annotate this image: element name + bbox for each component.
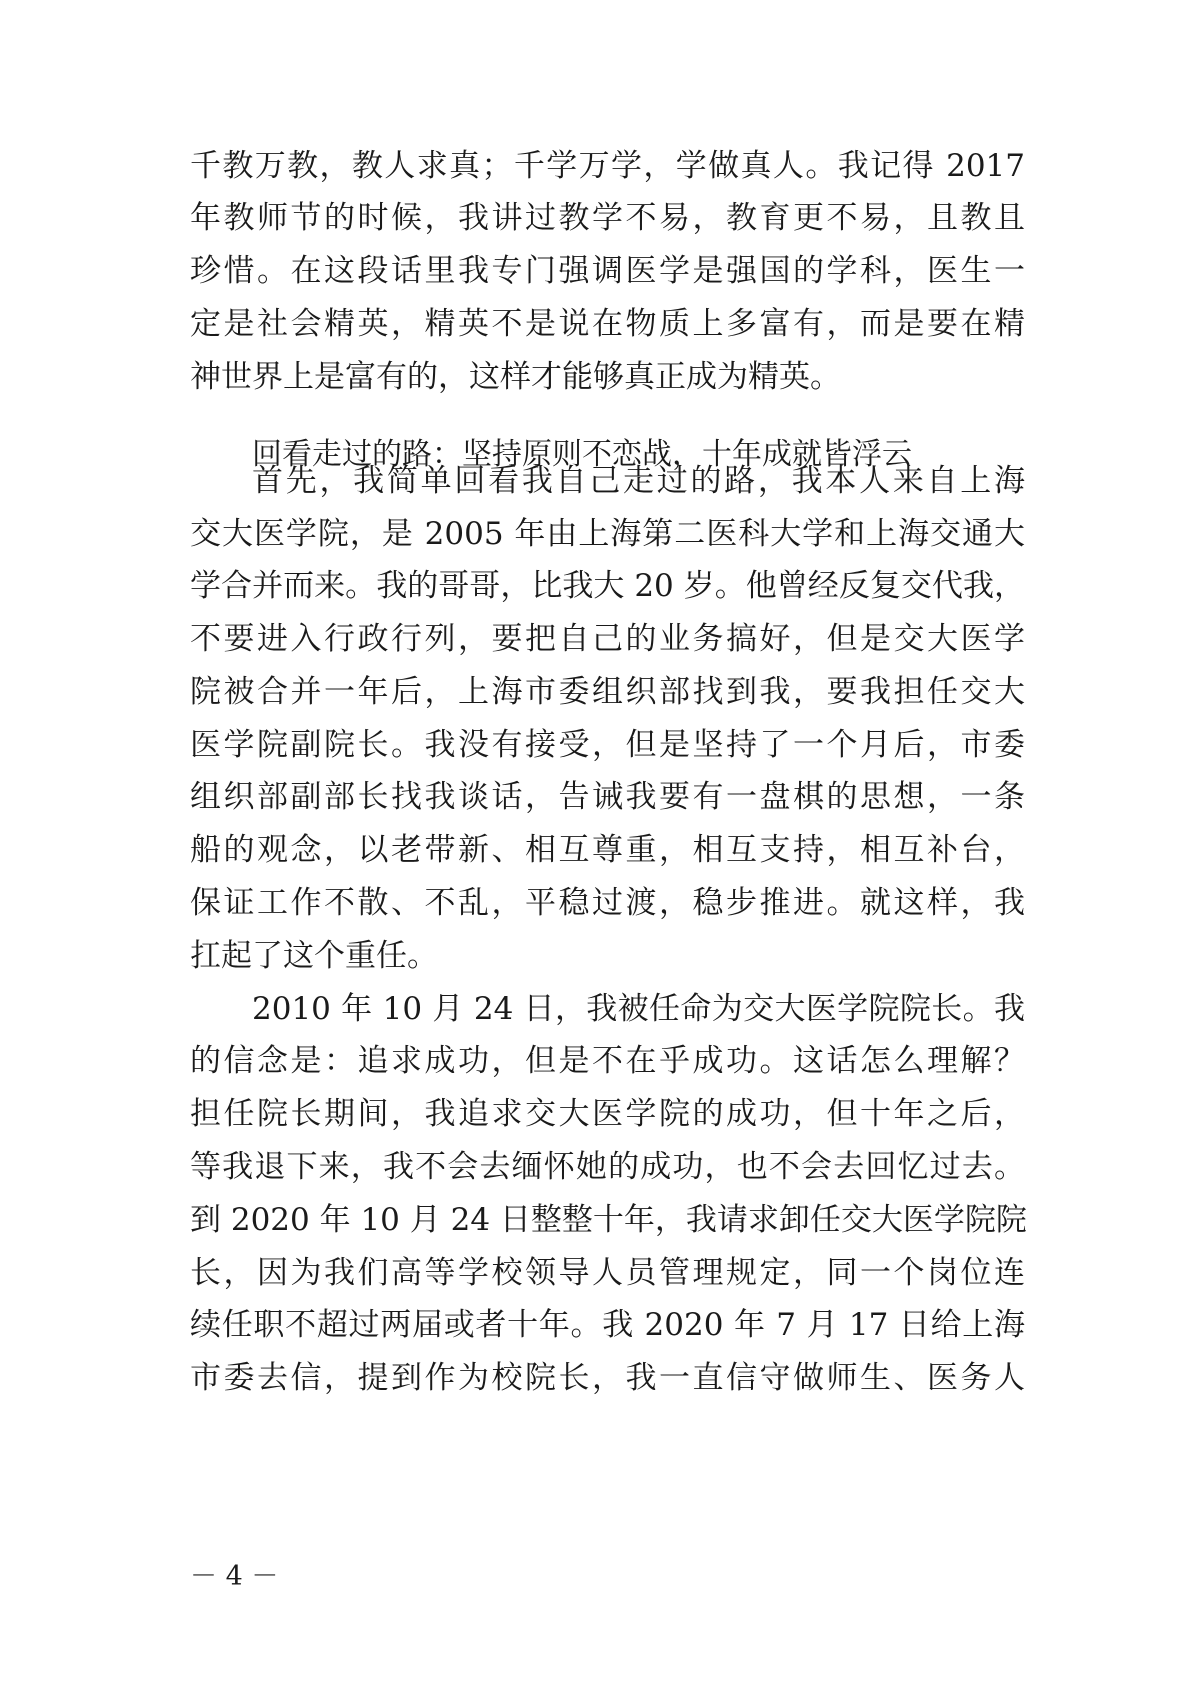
paragraph-3-line-5: 到 2020 年 10 月 24 日整整十年，我请求卸任交大医学院院 <box>190 1202 1027 1238</box>
paragraph-1-line-5: 神世界上是富有的，这样才能够真正成为精英。 <box>190 359 841 395</box>
paragraph-3-line-3: 担任院长期间，我追求交大医学院的成功，但十年之后， <box>190 1096 1025 1132</box>
paragraph-1-line-3: 珍惜。在这段话里我专门强调医学是强国的学科，医生一 <box>190 253 1025 289</box>
paragraph-3-line-1: 2010 年 10 月 24 日，我被任命为交大医学院院长。我 <box>252 991 1025 1027</box>
paragraph-2-line-10: 扛起了这个重任。 <box>190 938 438 974</box>
paragraph-2-line-1: 首先，我简单回看我自己走过的路，我本人来自上海 <box>252 463 1025 499</box>
section-heading: 回看走过的路：坚持原则不恋战，十年成就皆浮云 <box>252 437 912 472</box>
paragraph-1-line-1: 千教万教，教人求真；千学万学，学做真人。我记得 2017 <box>190 148 1025 184</box>
paragraph-3-line-6: 长，因为我们高等学校领导人员管理规定，同一个岗位连 <box>190 1255 1025 1291</box>
paragraph-2-line-6: 医学院副院长。我没有接受，但是坚持了一个月后，市委 <box>190 727 1025 763</box>
page-number: － 4 － <box>190 1561 279 1592</box>
paragraph-2-line-3: 学合并而来。我的哥哥，比我大 20 岁。他曾经反复交代我， <box>190 568 1025 604</box>
paragraph-2-line-4: 不要进入行政行列，要把自己的业务搞好，但是交大医学 <box>190 621 1025 657</box>
paragraph-3-line-2: 的信念是：追求成功，但是不在乎成功。这话怎么理解？ <box>190 1043 1025 1079</box>
paragraph-3-line-4: 等我退下来，我不会去缅怀她的成功，也不会去回忆过去。 <box>190 1149 1025 1185</box>
paragraph-1-line-4: 定是社会精英，精英不是说在物质上多富有，而是要在精 <box>190 306 1025 342</box>
paragraph-3-line-7: 续任职不超过两届或者十年。我 2020 年 7 月 17 日给上海 <box>190 1307 1025 1343</box>
paragraph-2-line-8: 船的观念，以老带新、相互尊重，相互支持，相互补台， <box>190 832 1025 868</box>
paragraph-2-line-9: 保证工作不散、不乱，平稳过渡，稳步推进。就这样，我 <box>190 885 1025 921</box>
paragraph-1-line-2: 年教师节的时候，我讲过教学不易，教育更不易，且教且 <box>190 200 1025 236</box>
paragraph-2-line-2: 交大医学院，是 2005 年由上海第二医科大学和上海交通大 <box>190 516 1025 552</box>
paragraph-2-line-5: 院被合并一年后，上海市委组织部找到我，要我担任交大 <box>190 674 1025 710</box>
paragraph-2-line-7: 组织部副部长找我谈话，告诫我要有一盘棋的思想，一条 <box>190 779 1025 815</box>
paragraph-3-line-8: 市委去信，提到作为校院长，我一直信守做师生、医务人 <box>190 1360 1025 1396</box>
